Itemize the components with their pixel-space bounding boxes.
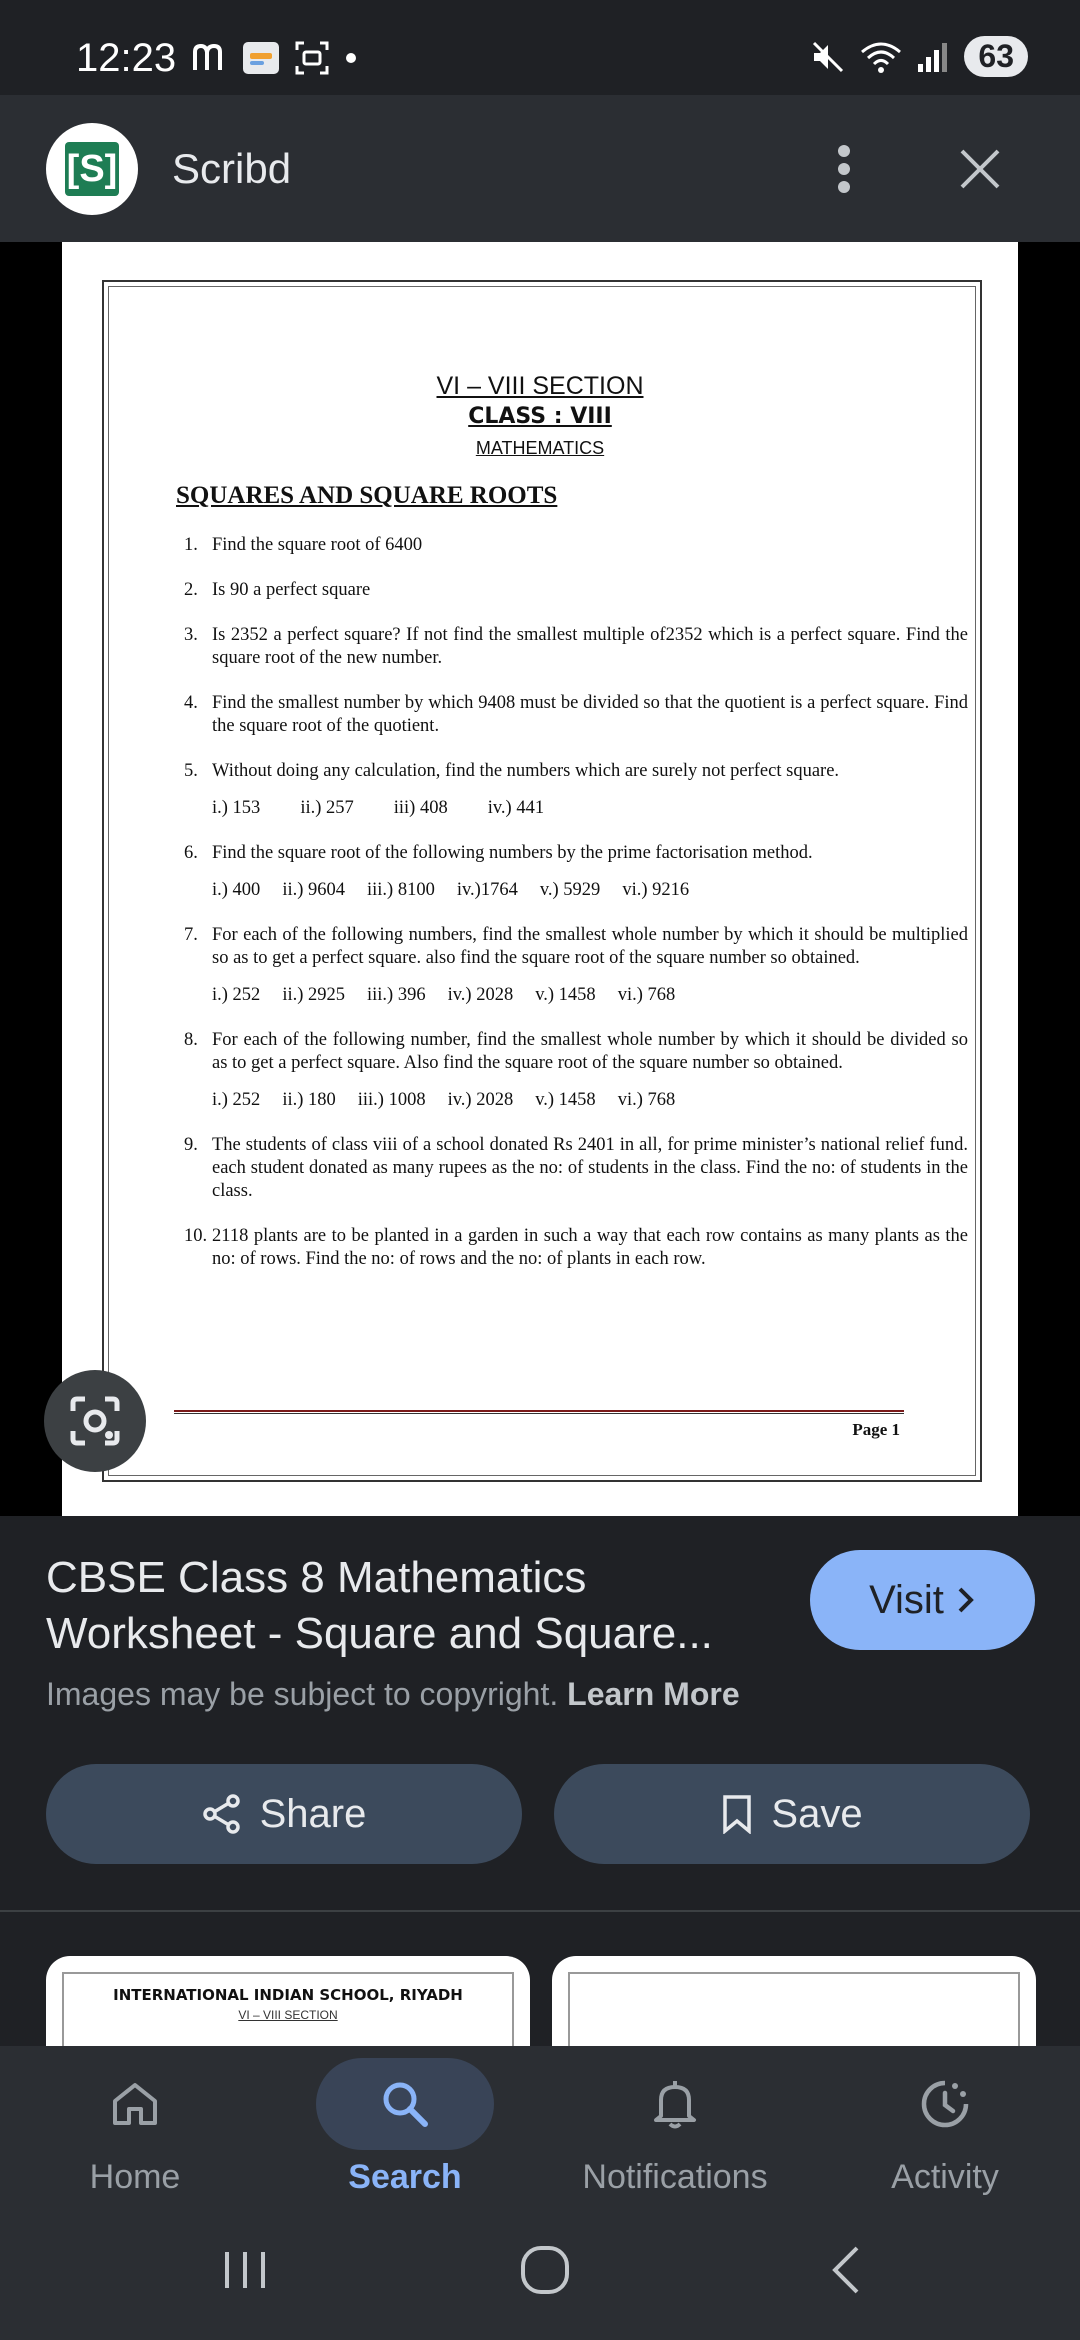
question-text: Without doing any calculation, find the numbers which are surely not perfect square.: [212, 761, 840, 781]
lens-search-button[interactable]: [44, 1370, 146, 1472]
nav-icon-container: [856, 2058, 1034, 2150]
question-text: Is 2352 a perfect square? If not find the smallest multiple of2352 which is a perfect square. Find the square root of the new number.: [212, 625, 968, 668]
more-vert-icon: [837, 144, 851, 194]
battery-level: 63: [964, 36, 1028, 77]
nav-label: Activity: [891, 2158, 999, 2196]
option: iv.)1764: [456, 880, 518, 900]
question-item: [184, 692, 968, 738]
question-number: 2.: [184, 580, 198, 600]
question-number: 10.: [184, 1226, 208, 1246]
option: iii.) 8100: [367, 880, 435, 900]
option: iii.) 396: [367, 985, 426, 1005]
question-number: 7.: [184, 925, 198, 945]
thumb-section: VI – VIII SECTION: [238, 2008, 338, 2022]
option: i.) 252: [212, 1090, 261, 1110]
question-text: The students of class viii of a school donated Rs 2401 in all, for prime minister’s national relief fund. each student donated as many rupees as the no: of students in the class. Find the no: of students in the class.: [212, 1135, 968, 1201]
status-icons-left: [192, 40, 358, 76]
doc-class: CLASS : VIII: [468, 404, 612, 429]
option: v.) 1458: [535, 1090, 596, 1110]
nav-icon-container: [586, 2058, 764, 2150]
home-circle-icon: [519, 2244, 571, 2296]
nav-notifications[interactable]: [540, 2046, 810, 2236]
copyright-notice: [46, 1676, 740, 1713]
question-item: [184, 1225, 968, 1271]
dot-icon: [344, 51, 358, 65]
site-logo[interactable]: [46, 123, 138, 215]
nav-label: Home: [89, 2158, 181, 2196]
section-divider: [0, 1910, 1080, 1912]
save-button[interactable]: [554, 1764, 1030, 1864]
close-button[interactable]: [950, 137, 1010, 201]
share-label: Share: [259, 1791, 367, 1836]
visit-button[interactable]: [810, 1550, 1035, 1650]
option: iv.) 441: [487, 798, 545, 818]
status-icons-right: [810, 36, 1028, 77]
share-icon: [202, 1794, 242, 1834]
back-icon: [827, 2244, 863, 2296]
question-number: 6.: [184, 843, 198, 863]
scribd-logo-mark: [S]: [65, 142, 119, 196]
question-item: [184, 842, 968, 902]
question-number: 5.: [184, 761, 198, 781]
close-icon: [959, 148, 1001, 190]
question-number: 1.: [184, 535, 198, 555]
nav-search[interactable]: [270, 2046, 540, 2236]
search-icon: [379, 2078, 431, 2130]
question-text: Is 90 a perfect square: [212, 580, 371, 600]
bookmark-icon: [721, 1794, 753, 1834]
nav-activity[interactable]: [810, 2046, 1080, 2236]
option: vi.) 768: [617, 985, 676, 1005]
option: ii.) 180: [282, 1090, 336, 1110]
recents-icon: [221, 2248, 269, 2292]
question-number: 4.: [184, 693, 198, 713]
option: v.) 1458: [535, 985, 596, 1005]
question-item: [184, 760, 968, 820]
question-item: [184, 534, 968, 557]
question-text: Find the square root of the following numbers by the prime factorisation method.: [212, 843, 813, 863]
share-button[interactable]: [46, 1764, 522, 1864]
question-text: For each of the following number, find the smallest whole number by which it should be divided so as to get a perfect square. Also find the square root of the square number so obtained.: [212, 1030, 968, 1073]
page-number: Page 1: [852, 1420, 900, 1439]
site-name[interactable]: Scribd: [172, 145, 292, 192]
question-text: For each of the following numbers, find the smallest whole number by which it should be multiplied so as to get a perfect square. also find the square root of the square number so obtained.: [212, 925, 968, 968]
option: iii) 408: [393, 798, 448, 818]
nav-icon-container: [316, 2058, 494, 2150]
option: i.) 252: [212, 985, 261, 1005]
footer-rule: [174, 1410, 904, 1414]
lens-icon: [67, 1393, 123, 1449]
option: iii.) 1008: [357, 1090, 426, 1110]
question-item: [184, 924, 968, 1007]
mute-icon: [810, 39, 846, 75]
home-icon: [110, 2079, 160, 2129]
nav-label: Search: [348, 2158, 462, 2196]
source-header: [0, 95, 1080, 242]
doc-subject: MATHEMATICS: [475, 438, 605, 458]
back-system-button[interactable]: [790, 2222, 900, 2318]
carrier-m-icon: [192, 42, 228, 74]
status-time: 12:23: [76, 36, 177, 80]
chevron-right-icon: [956, 1585, 976, 1615]
option: iv.) 2028: [447, 1090, 514, 1110]
option: ii.) 2925: [282, 985, 346, 1005]
question-number: 3.: [184, 625, 198, 645]
nav-home[interactable]: [0, 2046, 270, 2236]
more-options-button[interactable]: [818, 137, 870, 201]
screenshot-icon: [294, 40, 330, 76]
question-text: Find the smallest number by which 9408 must be divided so that the quotient is a perfect square. Find the square root of the quotient.: [212, 693, 968, 736]
app-icon: [242, 41, 280, 75]
visit-label: Visit: [869, 1577, 944, 1622]
copyright-text: Images may be subject to copyright.: [46, 1676, 559, 1712]
option: iv.) 2028: [447, 985, 514, 1005]
question-list: [184, 534, 968, 1293]
question-text: 2118 plants are to be planted in a garden in such a way that each row contains as many plants as the no: of rows. Find the no: of rows and the no: of plants in each row.: [212, 1226, 968, 1269]
option: v.) 5929: [539, 880, 601, 900]
option: vi.) 768: [617, 1090, 676, 1110]
doc-section: VI – VIII SECTION: [436, 372, 644, 400]
result-title[interactable]: CBSE Class 8 Mathematics Worksheet - Square and Square...: [46, 1553, 713, 1658]
worksheet-image: [62, 242, 1018, 1516]
question-item: [184, 1134, 968, 1203]
question-number: 9.: [184, 1135, 198, 1155]
activity-icon: [919, 2078, 971, 2130]
question-item: [184, 579, 968, 602]
option: i.) 153: [212, 798, 261, 818]
question-number: 8.: [184, 1030, 198, 1050]
option: vi.) 9216: [622, 880, 690, 900]
option: ii.) 9604: [282, 880, 346, 900]
doc-title: SQUARES AND SQUARE ROOTS: [176, 482, 558, 509]
image-preview[interactable]: [0, 242, 1080, 1516]
thumb-school-name: INTERNATIONAL INDIAN SCHOOL, RIYADH: [113, 1986, 463, 2004]
status-bar: [0, 0, 1080, 95]
question-text: Find the square root of 6400: [212, 535, 423, 555]
signal-icon: [916, 40, 950, 74]
save-label: Save: [771, 1791, 863, 1836]
wifi-icon: [860, 40, 902, 74]
bell-icon: [650, 2078, 700, 2130]
learn-more-link[interactable]: Learn More: [567, 1676, 740, 1712]
nav-icon-container: [46, 2058, 224, 2150]
recent-apps-button[interactable]: [190, 2222, 300, 2318]
question-item: [184, 624, 968, 670]
question-item: [184, 1029, 968, 1112]
option: ii.) 257: [300, 798, 354, 818]
nav-label: Notifications: [582, 2158, 768, 2196]
home-system-button[interactable]: [490, 2222, 600, 2318]
option: i.) 400: [212, 880, 261, 900]
